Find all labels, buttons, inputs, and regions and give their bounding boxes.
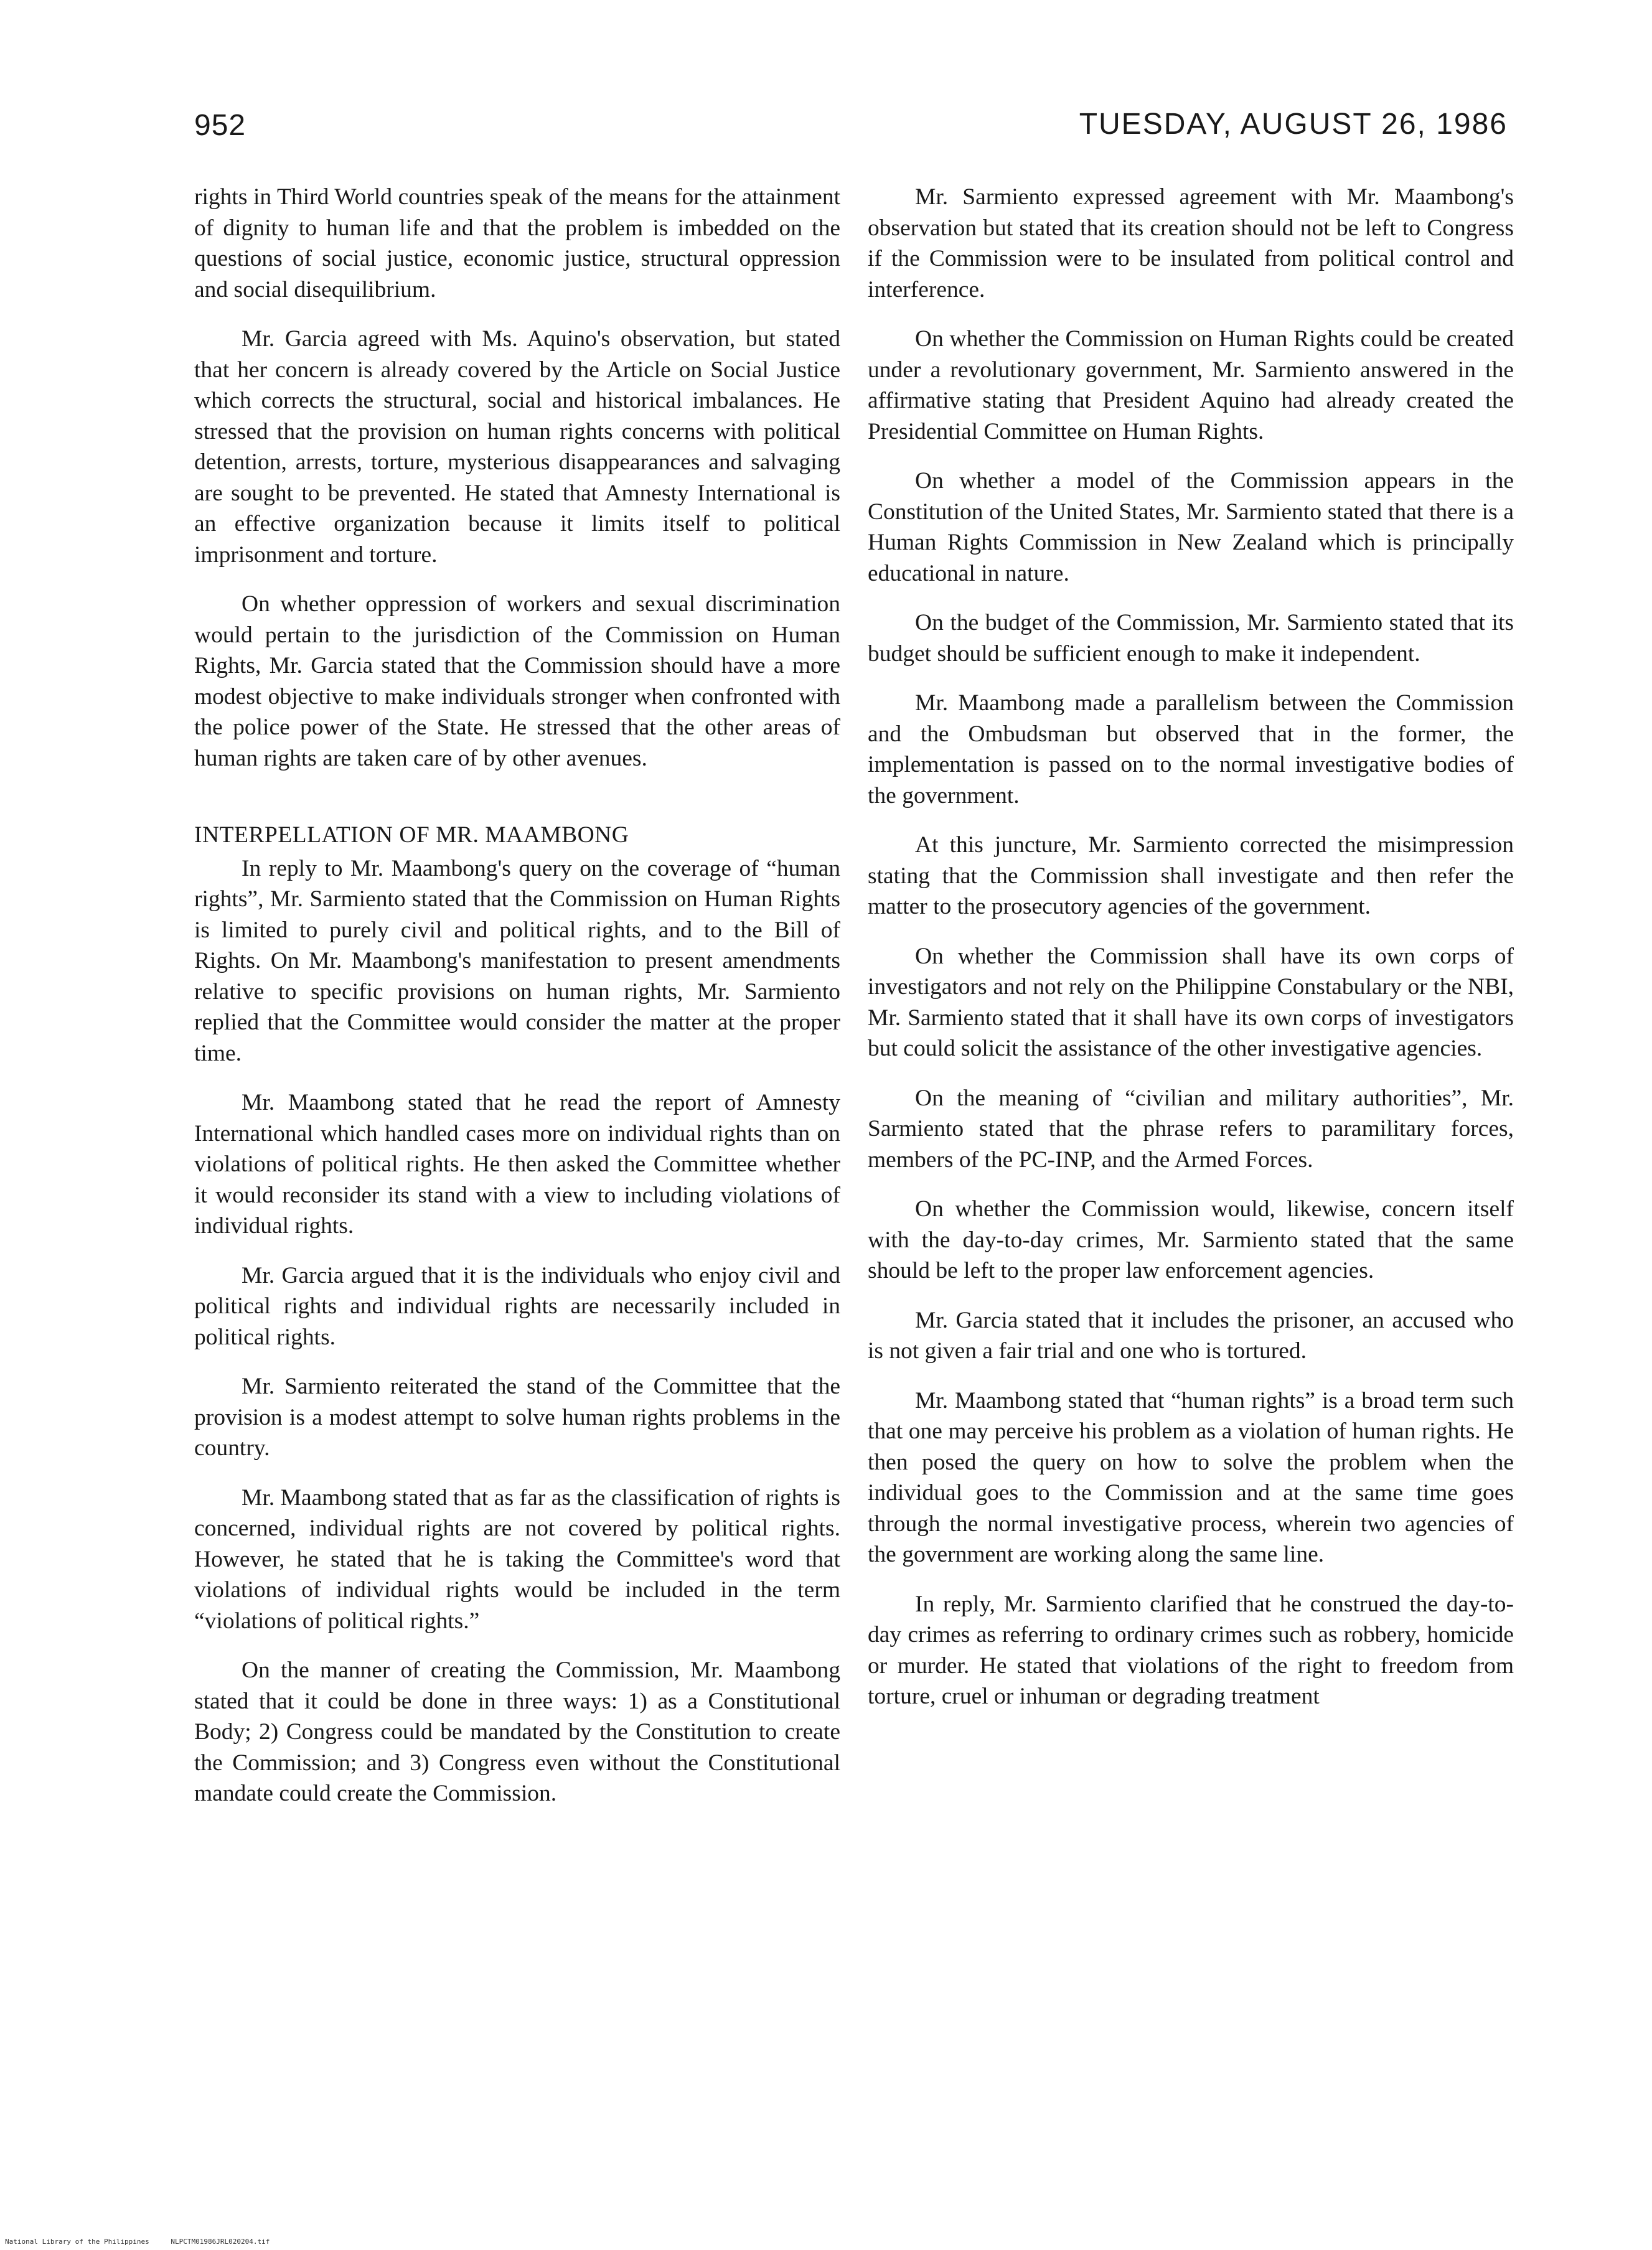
paragraph: On whether oppression of workers and sexual discrimination would pertain to the jurisdiction of the Commission on Human Rights, Mr. Garcia stated that the Commission should have a more modest objective to make individuals stronger when confronted with the police power of the State. He stressed that the other areas of human rights are taken care of by other avenues. bbox=[194, 591, 840, 771]
paragraph: On the budget of the Commission, Mr. Sarmiento stated that its budget should be sufficient enough to make it independent. bbox=[868, 610, 1514, 667]
paragraph: Mr. Garcia argued that it is the individuals who enjoy civil and political rights and individual rights are necessarily included in political rights. bbox=[194, 1262, 840, 1350]
paragraph: Mr. Garcia agreed with Ms. Aquino's observation, but stated that her concern is already covered by the Article on Social Justice which corrects the structural, social and historical imbalances. He stressed that the provision on human rights concerns with political detention, arrests, torture, mysterious disappearances and salvaging are sought to be prevented. He stated that Amnesty International is an effective organization because it limits itself to political imprisonment and torture. bbox=[194, 326, 840, 568]
paragraph: On whether the Commission on Human Rights could be created under a revolutionary government, Mr. Sarmiento answered in the affirmative stating that President Aquino had already created the Presidential Committee on Human Rights. bbox=[868, 326, 1514, 444]
running-date-header: TUESDAY, AUGUST 26, 1986 bbox=[1079, 108, 1508, 141]
paragraph: On whether a model of the Commission appears in the Constitution of the United States, Mr. Sarmiento stated that there is a Human Rights Commission in New Zealand which is principally educational in nature. bbox=[868, 468, 1514, 586]
page-number: 952 bbox=[194, 109, 246, 142]
section-heading: INTERPELLATION OF MR. MAAMBONG bbox=[194, 822, 629, 848]
paragraph: rights in Third World countries speak of the means for the attainment of dignity to human life and that the problem is imbedded on the questions of social justice, economic justice, structural oppression and social disequilibrium. bbox=[194, 184, 840, 302]
scan-file-id: NLPCTM01986JRL020204.tif bbox=[171, 2238, 270, 2246]
paragraph: Mr. Maambong stated that as far as the classification of rights is concerned, individual rights are not covered by political rights. However, he stated that he is taking the Committee's word that violations of individual rights would be included in the term “violations of political rights.” bbox=[194, 1484, 840, 1634]
paragraph: On the manner of creating the Commission, Mr. Maambong stated that it could be done in three ways: 1) as a Constitutional Body; 2) Congress could be mandated by the Constitution to create the Commission; and 3) Congress even without the Constitutional mandate could create the Commission. bbox=[194, 1657, 840, 1806]
paragraph: In reply, Mr. Sarmiento clarified that he construed the day-to-day crimes as referring to ordinary crimes such as robbery, homicide or murder. He stated that violations of the right to freedom from torture, cruel or inhuman or degrading treatment bbox=[868, 1591, 1514, 1709]
scan-footer bbox=[5, 2238, 270, 2245]
paragraph: Mr. Sarmiento reiterated the stand of the Committee that the provision is a modest attempt to solve human rights problems in the country. bbox=[194, 1374, 840, 1461]
paragraph: Mr. Maambong made a parallelism between the Commission and the Ombudsman but observed that in the former, the implementation is passed on to the normal investigative bodies of the government. bbox=[868, 690, 1514, 809]
paragraph: Mr. Maambong stated that “human rights” is a broad term such that one may perceive his problem as a violation of human rights. He then posed the query on how to solve the problem when the individual goes to the Commission and at the same time goes through the normal investigative process, wherein two agencies of the government are working along the same line. bbox=[868, 1387, 1514, 1567]
paragraph: Mr. Sarmiento expressed agreement with Mr. Maambong's observation but stated that its creation should not be left to Congress if the Commission were to be insulated from political control and interference. bbox=[868, 184, 1514, 302]
paragraph: Mr. Garcia stated that it includes the prisoner, an accused who is not given a fair trial and one who is tortured. bbox=[868, 1307, 1514, 1364]
paragraph: On the meaning of “civilian and military authorities”, Mr. Sarmiento stated that the phrase refers to paramilitary forces, members of the PC-INP, and the Armed Forces. bbox=[868, 1085, 1514, 1173]
library-credit: National Library of the Philippines bbox=[5, 2238, 149, 2246]
paragraph: In reply to Mr. Maambong's query on the coverage of “human rights”, Mr. Sarmiento stated that the Commission on Human Rights is limited to purely civil and political rights, and to the Bill of Rights. On Mr. Maambong's manifestation to present amendments relative to specific provisions on human rights, Mr. Sarmiento replied that the Committee would consider the matter at the proper time. bbox=[194, 855, 840, 1066]
paragraph: On whether the Commission would, likewise, concern itself with the day-to-day crimes, Mr. Sarmiento stated that the same should be left to the proper law enforcement agencies. bbox=[868, 1196, 1514, 1283]
right-column bbox=[868, 182, 1514, 1731]
paragraph: At this juncture, Mr. Sarmiento corrected the misimpression stating that the Commission shall investigate and then refer the matter to the prosecutory agencies of the government. bbox=[868, 832, 1514, 919]
paragraph: On whether the Commission shall have its own corps of investigators and not rely on the Philippine Constabulary or the NBI, Mr. Sarmiento stated that it shall have its own corps of investigators but could solicit the assistance of the other investigative agencies. bbox=[868, 943, 1514, 1061]
paragraph: Mr. Maambong stated that he read the report of Amnesty International which handled cases more on individual rights than on violations of political rights. He then asked the Committee whether it would reconsider its stand with a view to including violations of individual rights. bbox=[194, 1090, 840, 1239]
left-column bbox=[194, 182, 840, 1828]
